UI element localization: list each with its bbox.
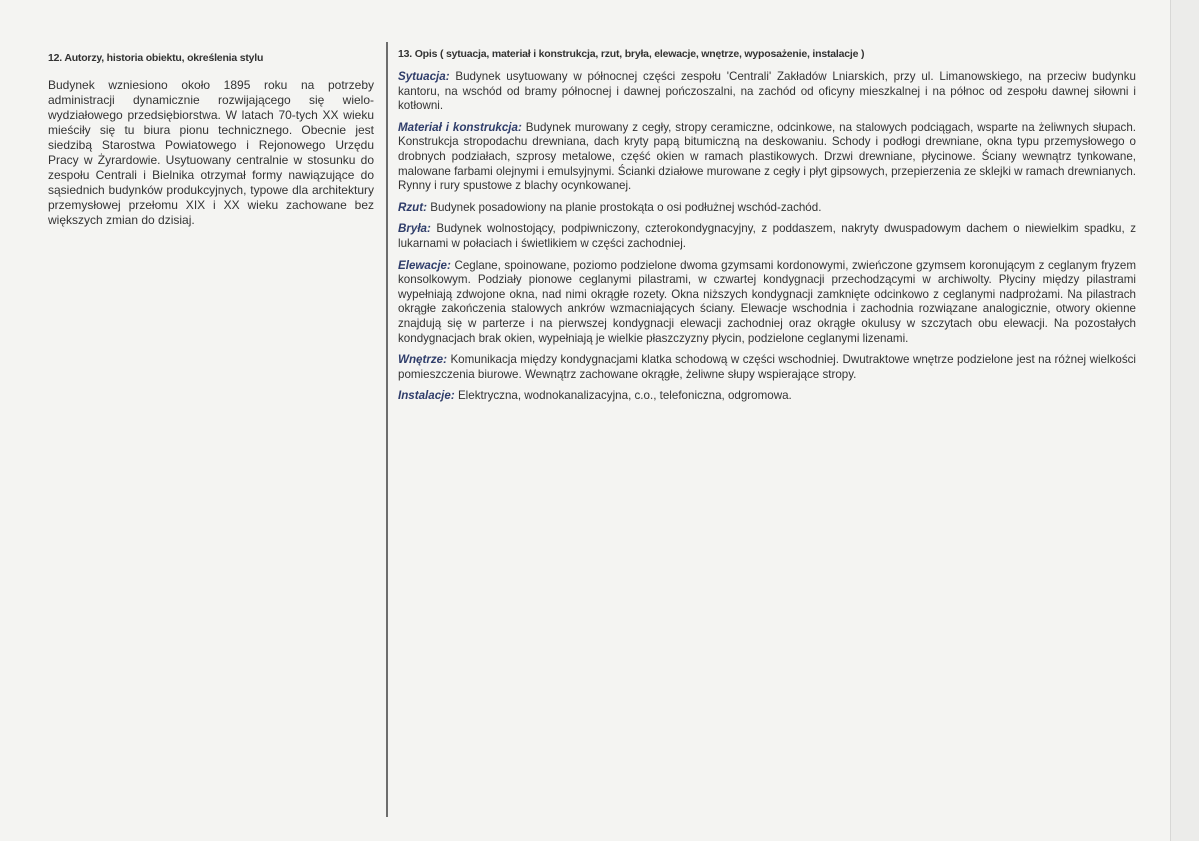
paragraph-text: Elektryczna, wodnokanalizacyjna, c.o., telefoniczna, odgromowa.: [454, 389, 792, 403]
paragraph-label: Rzut:: [398, 200, 427, 214]
paragraph-text: Budynek murowany z cegły, stropy ceramiczne, odcinkowe, na stalowych podciągach, wsparte na żeliwnych słupach. Konstrukcja stropodachu drewniana, dach kryty papą bitumiczną na deskowaniu. Schody i podłogi drewniane, okna typu przemysłowego o drobnych podziałach, szprosy metalowe, część okien w ramach plastikowych. Drzwi drewniane, płycinowe. Ściany wewnątrz tynkowane, malowane farbami olejnymi i emulsyjnymi. Ścianki działowe murowane z cegły i płyt gipsowych, przepierzenia ze sklejki w ramach drewnianych. Rynny i rury spustowe z blachy ocynkowanej.: [398, 120, 1137, 193]
paragraph-label: Elewacje:: [398, 258, 451, 272]
paragraph-label: Materiał i konstrukcja:: [398, 120, 522, 134]
section-12-heading: 12. Autorzy, historia obiektu, określenia stylu: [48, 52, 264, 64]
paragraph-label: Sytuacja:: [398, 70, 450, 83]
page-edge: [1170, 0, 1199, 841]
paragraph-label: Instalacje:: [398, 389, 455, 403]
section-12-text: Budynek wzniesiono około 1895 roku na potrzeby administracji dynamicznie rozwijającego się wielo-wydziałowego przedsiębiorstwa. W latach 70-tych XX wieku mieściły się tu biura pionu technicznego. Obecnie jest siedzibą Starostwa Powiatowego i Rejonowego Urzędu Pracy w Żyrardowie. Usytuowany centralnie w stosunku do zespołu Centrali i Bielnika otrzymał formy nawiązujące do sąsiednich budynków produkcyjnych, typowe dla architektury przemysłowej przełomu XIX i XX wieku zachowane bez większych zmian do dzisiaj.: [48, 78, 374, 227]
paragraph-text: Budynek usytuowany w północnej części zespołu 'Centrali' Zakładów Lniarskich, przy ul. Limanowskiego, na przeciw budynku kantoru, na wschód od bramy północnej i dawnej pończoszalni, na zachód od oficyny mieszkalnej i na północ od zespołu dawnej siłowni i kotłowni.: [398, 70, 1136, 113]
paragraph-text: Budynek posadowiony na planie prostokąta o osi podłużnej wschód-zachód.: [426, 200, 822, 214]
paragraph-label: Wnętrze:: [398, 353, 447, 367]
paragraph-text: Ceglane, spoinowane, poziomo podzielone dwoma gzymsami kordonowymi, zwieńczone gzymsem koronującym z ceglanym fryzem konsolkowym. Podziały pionowe ceglanymi pilastrami, w czwartej kondygnacji przechodzącymi w archiwolty. Płyciny między pilastrami wypełniają zdwojone okna, nad nimi okrągłe rozety. Okna niższych kondygnacji zamknięte odcinkowo z ceglanymi nadprożami. Na pilastrach okrągłe zakończenia stalowych ankrów wzmacniających ściany. Elewacje wschodnia i zachodnia rozwiązane analogicznie, otwory okienne znajdują się w parterze i na pierwszej kondygnacji elewacji zachodniej oraz okrągłe okulusy w szczytach obu elewacji. Na pozostałych kondygnacjach brak okien, wypełniają je wielkie płaszczyzny płycin, podzielone ceglanymi lizenami.: [398, 258, 1136, 345]
column-divider: [386, 42, 388, 817]
paragraph-text: Budynek wolnostojący, podpiwniczony, czterokondygnacyjny, z poddaszem, nakryty dwuspadowym dachem o niewielkim spadku, z lukarnami w połaciach i świetlikiem w części zachodniej.: [398, 222, 1136, 250]
section-13-heading: 13. Opis ( sytuacja, materiał i konstrukcja, rzut, bryła, elewacje, wnętrze, wyposażenie, instalacje ): [398, 48, 865, 60]
paragraph-label: Bryła:: [398, 222, 431, 236]
paragraph-text: Komunikacja między kondygnacjami klatka schodową w części wschodniej. Dwutraktowe wnętrze podzielone jest na różnej wielkości pomieszczenia biurowe. Wewnątrz zachowane okrągłe, żeliwne słupy wspierające stropy.: [398, 353, 1136, 381]
paragraph-instalacje: [398, 389, 1136, 404]
section-13: [398, 48, 1136, 411]
paragraph-elewacje: [398, 259, 1136, 347]
paragraph-material: [398, 121, 1136, 194]
section-12: [48, 52, 374, 228]
paragraph-sytuacja: [398, 70, 1136, 114]
paragraph-bryla: [398, 222, 1136, 251]
paragraph-wnetrze: [398, 353, 1136, 382]
paragraph-rzut: [398, 201, 1136, 216]
